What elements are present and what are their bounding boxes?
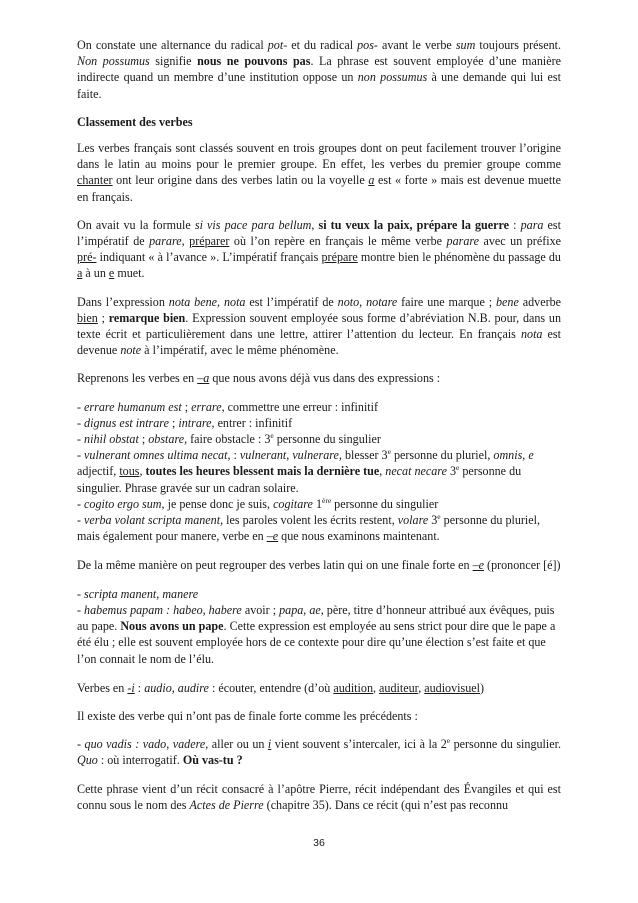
text-run: noto, notare [337,294,398,309]
text-run: e [108,266,115,281]
text-run: intrare [178,415,212,430]
text-run: . Expression souvent employée sous forme d’abréviation N.B. pour, dans un texte écrit et particulièrement dans une lettre, attirer l’attention du lecteur. En français [77,310,561,342]
text-run: avoir ; [241,602,280,617]
text-run: bien [77,310,98,325]
text-run: necat necare [385,464,447,479]
document-page [77,37,561,813]
text-run: On constate une alternance du radical [77,38,268,52]
paragraph-no-strong-ending [77,708,561,724]
text-run: , commettre une erreur : infinitif [221,399,379,414]
text-run: personne du singulier. [450,737,562,752]
text-run: , [181,234,190,249]
paragraph-si-vis-pacem [77,217,561,282]
text-run: pos- [357,38,378,52]
text-run: Quo [77,753,98,768]
page-number: 36 [313,837,325,849]
text-run: Il existe des verbe qui n’ont pas de finale forte comme les précédents : [77,708,418,723]
text-run: - dignus est intrare [77,415,169,430]
text-run: 1 [312,496,322,511]
paragraph-quo-vadis [77,736,561,768]
text-run: adverbe [518,294,562,309]
list-item [77,496,561,512]
text-run: nous ne pouvons pas [197,54,311,69]
text-run: les paroles volent les écrits restent, [223,513,398,528]
text-run: , je pense donc je suis, [161,496,274,511]
text-run: De la même manière on peut regrouper des verbes latin qui on une finale forte en [77,558,473,573]
text-run: : où interrogatif. [97,753,183,768]
text-run: bene [496,294,519,309]
text-run: - scripta manent, manere [77,586,199,601]
text-run: vient souvent s’intercaler, ici à la 2 [271,737,447,752]
text-run: parare [446,234,480,249]
text-run: , [379,464,386,479]
text-run: vulnerant, vulnerare, [239,448,342,463]
text-run: - errare humanum est [77,399,182,414]
text-run: ; [168,415,179,430]
text-run: est devenue [77,327,561,358]
text-run: nota [520,327,543,342]
text-run: prépare [321,250,358,265]
text-run: 3 [446,464,457,479]
text-run: personne du pluriel, [390,448,494,463]
text-run: Dans l’expression [77,294,169,309]
text-run: Les verbes français sont classés souvent en trois groupes dont on peut facilement trouver l’origine dans le latin au moins pour le premier groupe. En effet, les verbes du premier groupe comme [77,141,561,172]
list-item [77,399,561,415]
text-run: nota [223,294,246,309]
text-run: , [311,217,319,232]
text-run: . La phrase est souvent employée d’une manière indirecte quand un membre d’une institution oppose un [77,54,561,85]
text-run: a [77,266,83,281]
list-verbs-in-a [77,399,561,545]
list-item [77,602,561,667]
text-run: omnis, e [493,448,534,463]
text-run: - vulnerant omnes ultima necat, [77,448,231,463]
text-run: est « forte » mais est devenue muette en français. [77,173,561,204]
text-run: Reprenons les verbes en [77,371,198,386]
text-run: -i [127,680,135,695]
text-run: cogitare [273,496,313,511]
text-run: obstare, [148,432,188,447]
text-run: e [270,431,274,441]
text-run: : [509,217,521,232]
paragraph-verbs-in-e [77,557,561,573]
text-run: , [418,680,425,695]
list-item [77,415,561,431]
text-run: –a [197,371,210,386]
text-run: , entrer : infinitif [211,415,293,430]
text-run: papa, ae [279,602,321,617]
text-run: signifie [149,54,198,69]
text-run: : [230,448,240,463]
text-run: Cette phrase vient d’un récit consacré à l’apôtre Pierre, récit indépendant des Évangiles et qui est connu sous le nom des [77,781,561,812]
list-item [77,586,561,602]
text-run: Verbes en [77,680,128,695]
paragraph-nota-bene [77,294,561,359]
text-run: (prononcer [é]) [484,558,561,573]
text-run: que nous avons déjà vus dans des expressions : [209,371,441,386]
text-run: sum [455,38,476,52]
text-run: Nous avons un pape [120,619,224,634]
list-verbs-in-e [77,586,561,667]
paragraph-verbs-in-a [77,370,561,386]
text-run: à l’impératif, avec le même phénomène. [141,343,339,358]
text-run: 3 [428,513,438,528]
text-run: , [139,464,146,479]
text-run: , père, titre d’honneur attribué aux évêques, puis au pape. [77,602,555,634]
text-run: est l’impératif de [245,294,338,309]
text-run: Actes de Pierre [189,797,264,812]
text-run: Non possumus [77,54,150,69]
text-run: auditeur [379,680,419,695]
text-run: audition [333,680,373,695]
text-run: nota bene [168,294,218,309]
text-run: volare [397,513,429,528]
text-run: muet. [114,266,145,281]
text-run: errare [191,399,222,414]
text-run: chanter [77,173,113,188]
text-run: si tu veux la paix, prépare la guerre [318,217,510,232]
text-run: tous [119,464,140,479]
text-run: personne du singulier [331,496,439,511]
text-run: i [267,737,272,752]
text-run: parare [149,234,182,249]
text-run: pré- [77,250,97,265]
text-run: personne du singulier. Phrase gravée sur un cadran solaire. [77,464,522,495]
text-run: e [456,463,460,473]
text-run: note [120,343,142,358]
text-run: à un [82,266,109,281]
text-run: à une demande qui lui est faite. [77,70,561,101]
text-run: faire une marque ; [397,294,496,309]
text-run: est l’impératif de [77,217,561,249]
text-run: (chapitre 35). Dans ce récit (qui n’est pas reconnu [263,797,509,812]
text-run: préparer [189,234,230,249]
text-run: toujours présent. [475,38,561,52]
text-run: - nihil obstat [77,432,139,447]
text-run: montre bien le phénomène du passage du [357,250,561,265]
text-run: audio, audire [144,680,209,695]
text-run: –e [266,529,279,544]
text-run: : écouter, entendre (d’où [208,680,334,695]
text-run: –e [472,558,485,573]
text-run: - cogito ergo sum [77,496,162,511]
text-run: - quo vadis : vado, vadere [77,737,206,752]
text-run: : [134,680,145,695]
text-run: audiovisuel [424,680,480,695]
text-run: para [520,217,544,232]
text-run: si vis pace para bellum [194,217,312,232]
text-run: avant le verbe [377,38,456,52]
text-run: faire obstacle : 3 [187,432,271,447]
list-item [77,512,561,544]
text-run: pot- [267,38,288,52]
text-run: remarque bien [108,310,186,325]
text-run: a [368,173,375,188]
text-run: personne du singulier [273,432,381,447]
text-run: que nous examinons maintenant. [278,529,440,544]
text-run: personne du pluriel, mais également pour manere, verbe en [77,513,541,544]
text-run: où l’on repère en français le même verbe [229,234,447,249]
text-run: et du radical [287,38,358,52]
text-run: non possumus [357,70,428,85]
text-run: ; [181,399,192,414]
text-run: On avait vu la formule [77,217,195,232]
text-run: e [446,736,451,746]
text-run: blesser 3 [341,448,388,463]
text-run: , [373,680,380,695]
text-run: ; [138,432,149,447]
list-item [77,447,561,496]
text-run: indiquant « à l’avance ». L’impératif français [96,250,322,265]
text-run: e [437,512,441,522]
text-run: , [217,294,224,309]
text-run: avec un préfixe [479,234,562,249]
section-heading: Classement des verbes [77,114,193,129]
text-run: - verba volant scripta manent, [77,513,224,528]
list-item [77,431,561,447]
text-run: , aller ou un [205,737,268,752]
paragraph-non-possumus [77,37,561,102]
text-run: - habemus papam : habeo, habere [77,602,242,617]
text-run: Où vas-tu ? [182,753,243,768]
paragraph-acts-of-peter [77,781,561,813]
text-run: adjectif, [77,464,120,479]
text-run: ont leur origine dans des verbes latin ou la voyelle [112,173,369,188]
text-run: e [387,447,391,457]
text-run: ) [480,680,485,695]
text-run: ère [322,495,332,505]
text-run: . Cette expression est employée au sens strict pour dire que le pape a été élu ; elle est souvent employée hors de ce contexte pour dire qu’une élection s’est faite et que l’on connait le nom de l’élu. [77,619,556,666]
text-run: toutes les heures blessent mais la dernière tue [145,464,380,479]
paragraph-verb-groups [77,140,561,205]
text-run: ; [97,310,109,325]
paragraph-verbs-in-i [77,680,561,696]
